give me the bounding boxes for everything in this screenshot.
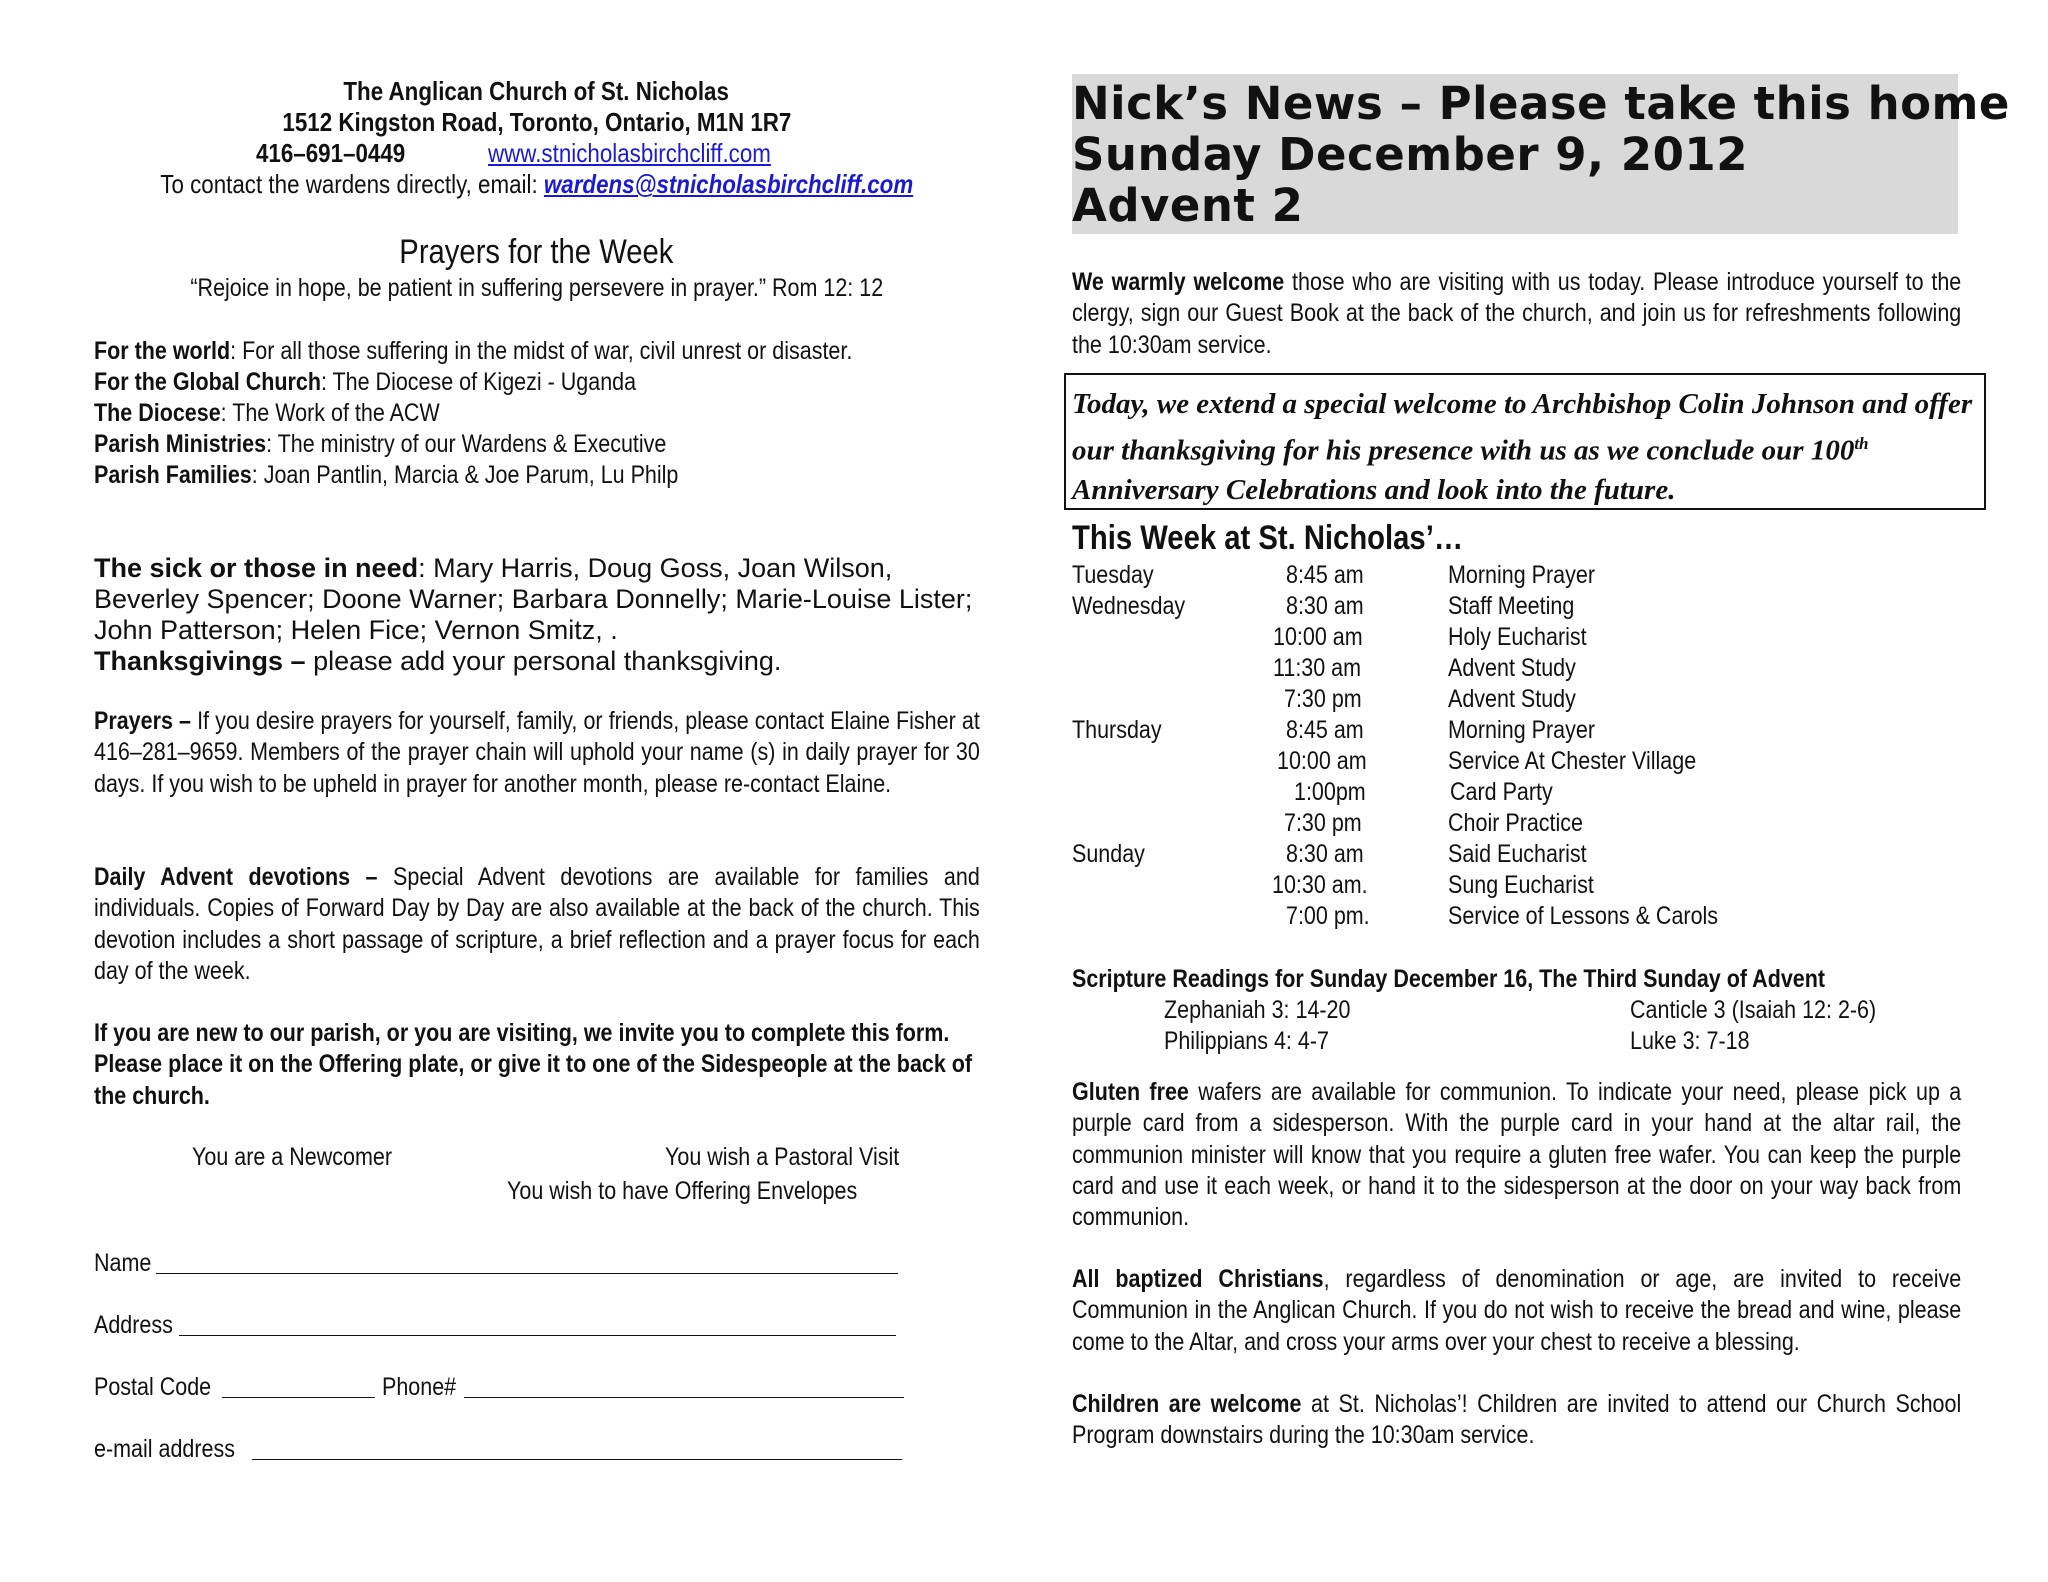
option-offering-envelopes[interactable]: You wish to have Offering Envelopes	[507, 1177, 858, 1205]
address-field[interactable]: Address	[94, 1310, 904, 1341]
newcomer-paragraph: If you are new to our parish, or you are visiting, we invite you to complete this form. Please place it on the Offering plate, or give it to one of the Sidespeople at the back of the church.	[94, 1019, 973, 1110]
intention-parish-families: Parish Families: Joan Pantlin, Marcia & Joe Parum, Lu Philp	[94, 461, 679, 489]
sick-list: The sick or those in need: Mary Harris, Doug Goss, Joan Wilson, Beverley Spencer; Doone Warner; Barbara Donnelly; Marie-Louise Lister; John Patterson; Helen Fice; Vernon Smitz, .	[94, 553, 973, 645]
reading-3: Philippians 4: 4-7	[1164, 1027, 1329, 1055]
phone-blank[interactable]	[464, 1375, 904, 1398]
prayers-verse: “Rejoice in hope, be patient in suffering persevere in prayer.” Rom 12: 12	[190, 274, 883, 302]
wardens-contact: To contact the wardens directly, email: wardens@stnicholasbirchcliff.com	[160, 169, 913, 199]
thanksgivings: Thanksgivings – please add your personal thanksgiving.	[94, 646, 782, 676]
postal-code-blank[interactable]	[222, 1375, 375, 1398]
email-blank[interactable]	[252, 1437, 902, 1460]
intention-parish-ministries: Parish Ministries: The ministry of our Wardens & Executive	[94, 430, 667, 458]
week-title: This Week at St. Nicholas’…	[1072, 519, 1464, 557]
welcome-paragraph: We warmly welcome those who are visiting with us today. Please introduce yourself to the clergy, sign our Guest Book at the back of the church, and join us for refreshments following the 10:30am service.	[1072, 268, 1962, 359]
intention-world: For the world: For all those suffering in the midst of war, civil unrest or disaster.	[94, 337, 853, 365]
option-pastoral-visit[interactable]: You wish a Pastoral Visit	[665, 1143, 900, 1171]
church-name: The Anglican Church of St. Nicholas	[343, 76, 730, 106]
special-welcome-text: Today, we extend a special welcome to Archbishop Colin Johnson and offer our thanksgiving for his presence with us as we conclude our 100th Anniversary Celebrations and look into the future.	[1072, 388, 1973, 506]
gluten-free-paragraph: Gluten free wafers are available for communion. To indicate your need, please pick up a purple card from a sidesperson. With the purple card in your hand at the altar rail, the communion minister will know that you require a gluten free wafer. You can keep the purple card and use it each week, or hand it to the sidesperson at the door on your way back from communion.	[1072, 1078, 1962, 1232]
readings-title: Scripture Readings for Sunday December 16, The Third Sunday of Advent	[1072, 965, 1826, 993]
intention-global-church: For the Global Church: The Diocese of Kigezi - Uganda	[94, 368, 637, 396]
advent-devotions-paragraph: Daily Advent devotions – Special Advent devotions are available for families and individuals. Copies of Forward Day by Day are also available at the back of the church. This devotion includes a short passage of scripture, a brief reflection and a prayer focus for each day of the week.	[94, 863, 980, 985]
email-field[interactable]: e-mail address	[94, 1434, 914, 1465]
postal-phone-fields[interactable]: Postal Code Phone#	[94, 1372, 914, 1403]
wardens-email-link[interactable]: wardens@stnicholasbirchcliff.com	[543, 169, 913, 199]
reading-2: Canticle 3 (Isaiah 12: 2-6)	[1630, 996, 1877, 1024]
name-field[interactable]: Name	[94, 1248, 904, 1279]
address-blank[interactable]	[179, 1313, 896, 1336]
church-address: 1512 Kingston Road, Toronto, Ontario, M1N 1R7	[282, 107, 791, 137]
reading-1: Zephaniah 3: 14-20	[1164, 996, 1351, 1024]
name-blank[interactable]	[156, 1251, 898, 1274]
option-newcomer[interactable]: You are a Newcomer	[192, 1143, 392, 1171]
children-paragraph: Children are welcome at St. Nicholas’! Children are invited to attend our Church School Program downstairs during the 10:30am service.	[1072, 1390, 1962, 1450]
baptized-paragraph: All baptized Christians, regardless of denomination or age, are invited to receive Communion in the Anglican Church. If you do not wish to receive the bread and wine, please come to the Altar, and cross your arms over your chest to receive a blessing.	[1072, 1265, 1962, 1356]
church-phone: 416–691–0449	[256, 138, 406, 168]
newsletter-title: Nick’s News – Please take this home Sunday December 9, 2012 Advent 2	[1072, 77, 2010, 232]
church-website-link[interactable]: www.stnicholasbirchcliff.com	[488, 138, 771, 168]
prayers-paragraph: Prayers – If you desire prayers for yourself, family, or friends, please contact Elaine Fisher at 416–281–9659. Members of the prayer chain will uphold your name (s) in daily prayer for 30 days. If you wish to be upheld in prayer for another month, please re-contact Elaine.	[94, 707, 980, 798]
newsletter-title-box	[1072, 74, 2010, 234]
special-welcome-box	[1064, 373, 1986, 510]
reading-4: Luke 3: 7-18	[1630, 1027, 1750, 1055]
prayers-title: Prayers for the Week	[399, 233, 674, 271]
intention-diocese: The Diocese: The Work of the ACW	[94, 399, 440, 427]
